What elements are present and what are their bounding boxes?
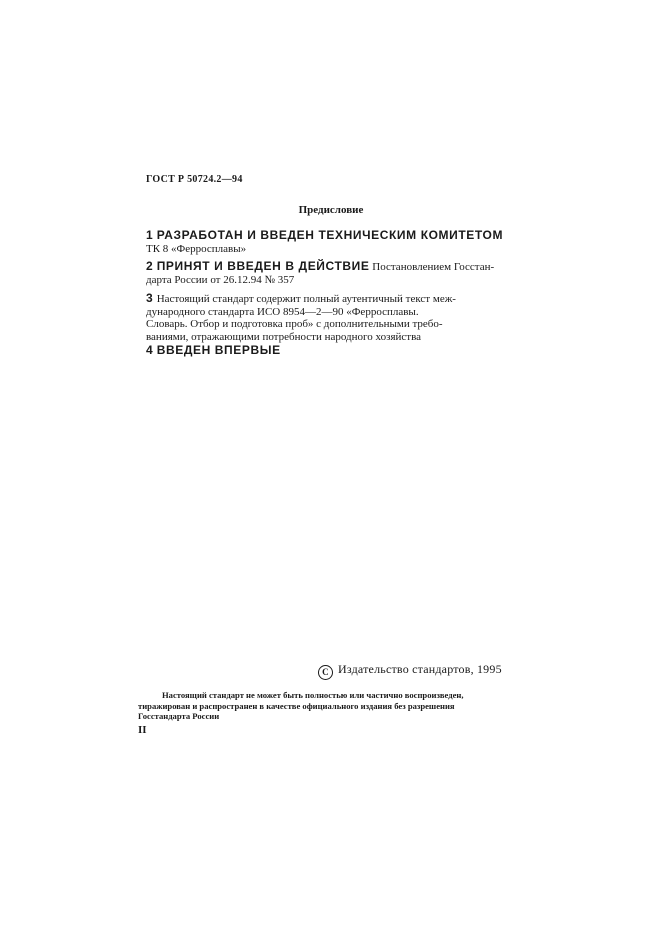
preface-item-3 (146, 292, 518, 343)
item-text-line: Словарь. Отбор и подготовка проб» с дополнительными требо- (146, 318, 443, 330)
preface-item-1 (146, 229, 518, 255)
item-caps-text: ВВЕДЕН ВПЕРВЫЕ (156, 343, 281, 357)
item-text: ТК 8 «Ферросплавы» (146, 242, 247, 255)
notice-line: тиражирован и распространен в качестве официального издания без разрешения (138, 700, 455, 711)
copyright-line (318, 662, 502, 680)
item-text-line: Настоящий стандарт содержит полный аутентичный текст меж- (156, 293, 456, 305)
item-text: Постановлением Госстан- (372, 261, 495, 273)
item-number: 2 (146, 259, 153, 273)
copyright-icon: С (318, 665, 333, 680)
reproduction-notice (138, 690, 514, 722)
item-caps-text: ПРИНЯТ И ВВЕДЕН В ДЕЙСТВИЕ (156, 259, 370, 273)
item-caps-text: РАЗРАБОТАН И ВВЕДЕН ТЕХНИЧЕСКИМ КОМИТЕТОМ (156, 228, 504, 242)
item-text-continuation: дарта России от 26.12.94 № 357 (146, 273, 295, 286)
item-text-line: дународного стандарта ИСО 8954—2—90 «Ферросплавы. (146, 305, 419, 318)
page-number: II (138, 724, 147, 736)
notice-line: Настоящий стандарт не может быть полностью или частично воспроизведен, (162, 690, 464, 700)
preface-item-2 (146, 260, 518, 286)
notice-line: Госстандарта России (138, 711, 220, 721)
document-code: ГОСТ Р 50724.2—94 (146, 174, 243, 185)
preface-item-4 (146, 344, 518, 358)
preface-heading: Предисловие (298, 204, 364, 216)
item-number: 1 (146, 228, 153, 242)
item-number: 4 (146, 343, 153, 357)
copyright-text: Издательство стандартов, 1995 (338, 662, 502, 676)
item-text-line: ваниями, отражающими потребности народного хозяйства (146, 330, 422, 343)
item-number: 3 (146, 291, 153, 305)
